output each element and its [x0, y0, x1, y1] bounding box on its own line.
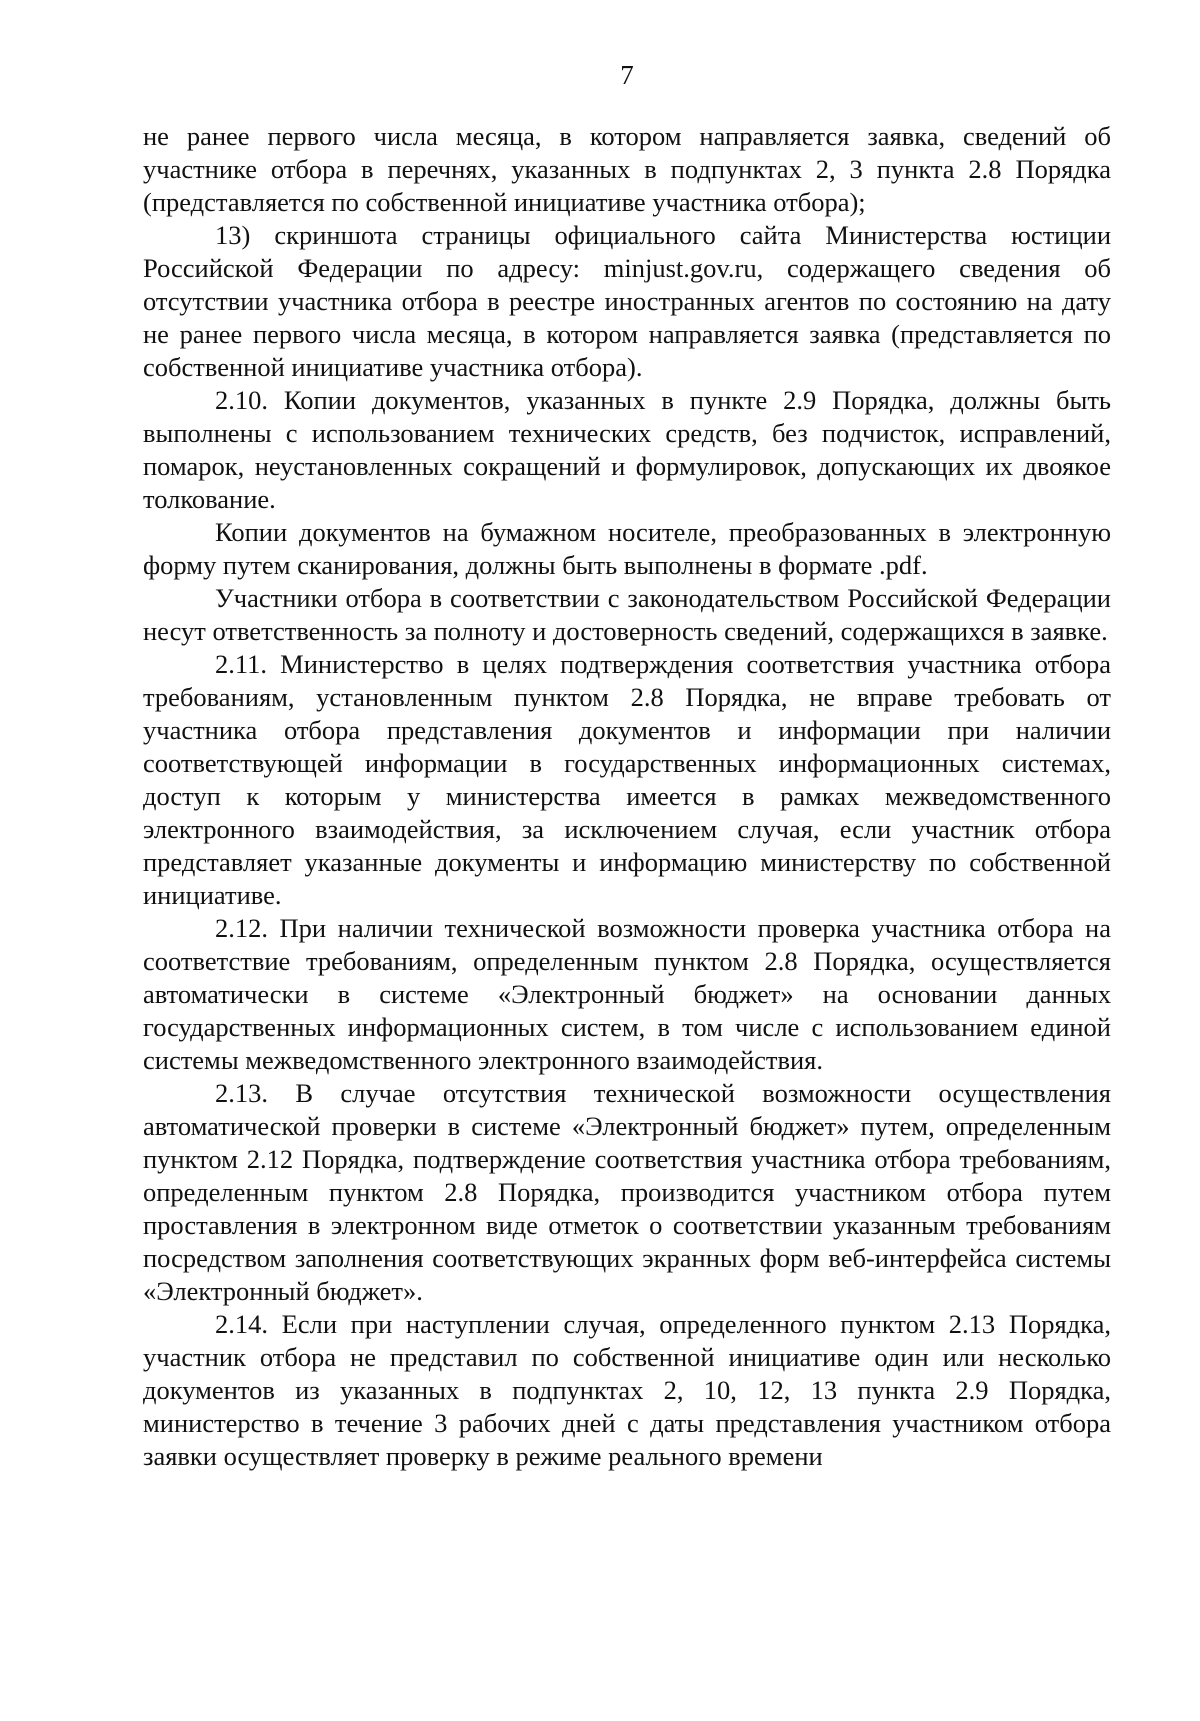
- paragraph-2-10: 2.10. Копии документов, указанных в пункте 2.9 Порядка, должны быть выполнены с использованием технических средств, без подчисток, исправлений, помарок, неустановленных сокращений и формулировок, допускающих их двоякое толкование.: [143, 385, 1111, 514]
- paragraph-2-12: 2.12. При наличии технической возможности проверка участника отбора на соответствие требованиям, определенным пунктом 2.8 Порядка, осуществляется автоматически в системе «Электронный бюджет» на основании данных государственных информационных систем, в том числе с использованием единой системы межведомственного электронного взаимодействия.: [143, 913, 1111, 1075]
- paragraph-2-11: 2.11. Министерство в целях подтверждения соответствия участника отбора требованиям, установленным пунктом 2.8 Порядка, не вправе требовать от участника отбора представления документов и информации при наличии соответствующей информации в государственных информационных системах, доступ к которым у министерства имеется в рамках межведомственного электронного взаимодействия, за исключением случая, если участник отбора представляет указанные документы и информацию министерству по собственной инициативе.: [143, 649, 1111, 910]
- page-number: 7: [620, 60, 634, 90]
- paragraph-continuation: не ранее первого числа месяца, в котором направляется заявка, сведений об участнике отбора в перечнях, указанных в подпунктах 2, 3 пункта 2.8 Порядка (представляется по собственной инициативе участника отбора);: [143, 121, 1111, 217]
- paragraph-2-10-pdf: Копии документов на бумажном носителе, преобразованных в электронную форму путем сканирования, должны быть выполнены в формате .pdf.: [143, 517, 1111, 580]
- paragraph-2-13: 2.13. В случае отсутствия технической возможности осуществления автоматической проверки в системе «Электронный бюджет» путем, определенным пунктом 2.12 Порядка, подтверждение соответствия участника отбора требованиям, определенным пунктом 2.8 Порядка, производится участником отбора путем проставления в электронном виде отметок о соответствии указанным требованиям посредством заполнения соответствующих экранных форм веб-интерфейса системы «Электронный бюджет».: [143, 1078, 1111, 1306]
- document-body: [143, 120, 1111, 1473]
- paragraph-item-13: 13) скриншота страницы официального сайта Министерства юстиции Российской Федерации по адресу: minjust.gov.ru, содержащего сведения об отсутствии участника отбора в реестре иностранных агентов по состоянию на дату не ранее первого числа месяца, в котором направляется заявка (представляется по собственной инициативе участника отбора).: [143, 220, 1111, 382]
- paragraph-2-10-responsibility: Участники отбора в соответствии с законодательством Российской Федерации несут ответственность за полноту и достоверность сведений, содержащихся в заявке.: [143, 583, 1111, 646]
- paragraph-2-14: 2.14. Если при наступлении случая, определенного пунктом 2.13 Порядка, участник отбора не представил по собственной инициативе один или несколько документов из указанных в подпунктах 2, 10, 12, 13 пункта 2.9 Порядка, министерство в течение 3 рабочих дней с даты представления участником отбора заявки осуществляет проверку в режиме реального времени: [143, 1309, 1111, 1471]
